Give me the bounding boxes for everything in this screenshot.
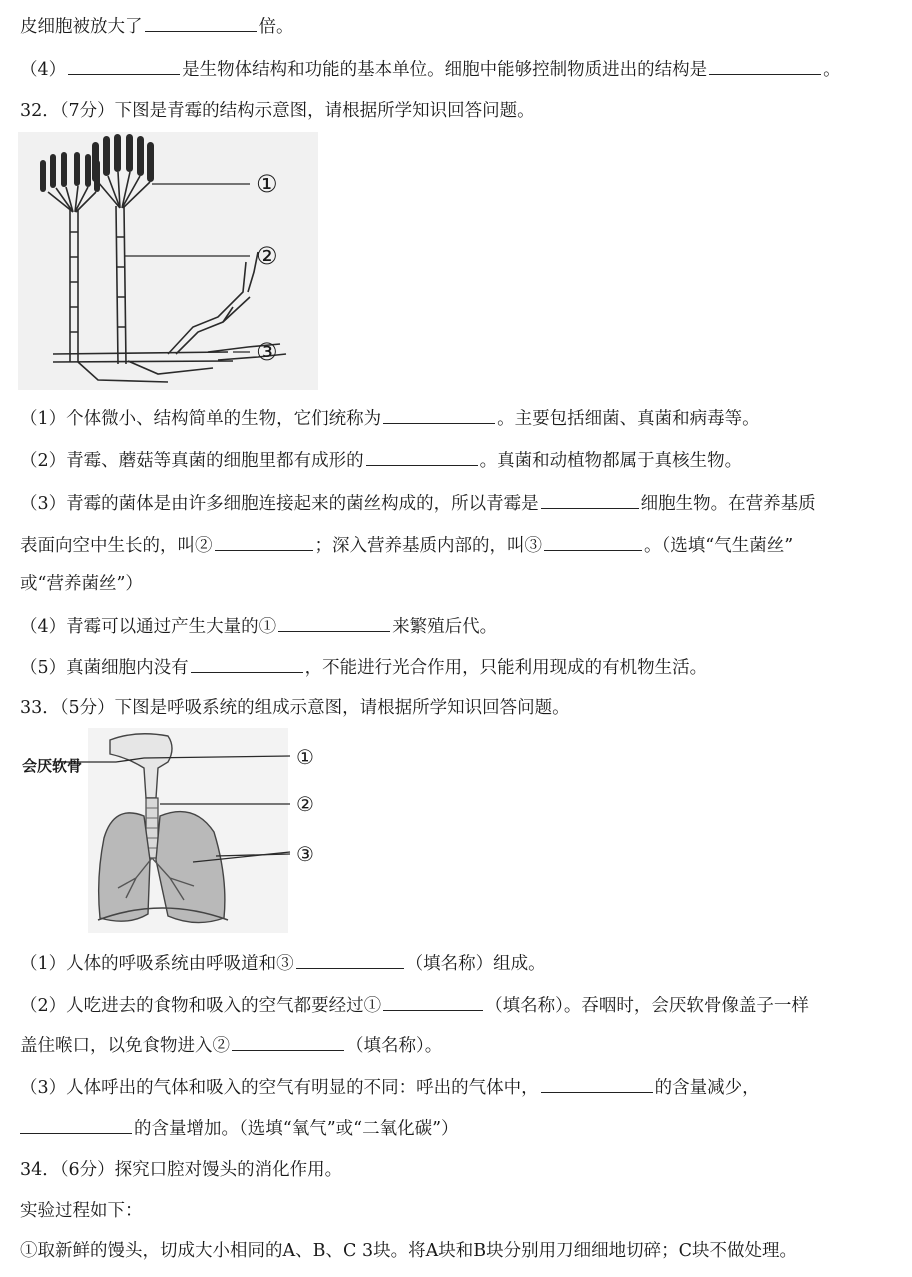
q32-3-line1	[20, 490, 898, 517]
answer-blank[interactable]	[544, 532, 642, 551]
text: （填名称）组成。	[405, 954, 546, 974]
resp-label-2: ②	[296, 792, 314, 816]
answer-blank[interactable]	[68, 56, 180, 75]
text: 。真菌和动植物都属于真核生物。	[479, 451, 743, 471]
text: （3）人体呼出的气体和吸入的空气有明显的不同：呼出的气体中，	[20, 1078, 539, 1098]
text: 细胞生物。在营养基质	[640, 494, 816, 514]
q34-step-1	[20, 1238, 898, 1264]
text: ，不能进行光合作用，只能利用现成的有机物生活。	[304, 658, 708, 678]
answer-blank[interactable]	[215, 532, 313, 551]
q33-2-line2	[20, 1032, 898, 1059]
text: （4）	[20, 60, 67, 80]
q32-header	[20, 98, 898, 124]
answer-blank[interactable]	[278, 613, 390, 632]
answer-blank[interactable]	[145, 13, 257, 32]
text: 来繁殖后代。	[392, 617, 498, 637]
text: 实验过程如下：	[20, 1201, 143, 1221]
text: 表面向空中生长的，叫②	[20, 536, 213, 556]
q34-header	[20, 1157, 898, 1183]
text: （4）青霉可以通过产生大量的①	[20, 617, 277, 637]
text: （填名称）。	[346, 1036, 443, 1056]
text: （填名称）。吞咽时，会厌软骨像盖子一样	[485, 996, 809, 1016]
text: （1）人体的呼吸系统由呼吸道和③	[20, 954, 294, 974]
q31-line-magnification	[20, 13, 898, 40]
q33-2-line1	[20, 992, 898, 1019]
answer-blank[interactable]	[541, 490, 639, 509]
text: ①取新鲜的馒头，切成大小相同的A、B、C 3块。将A块和B块分别用刀细细地切碎；C块不做处理。	[20, 1241, 797, 1261]
question-title: 34．（6分）探究口腔对馒头的消化作用。	[20, 1160, 343, 1180]
q32-1	[20, 405, 898, 432]
text: 或“营养菌丝”）	[20, 574, 143, 594]
text: （2）人吃进去的食物和吸入的空气都要经过①	[20, 996, 382, 1016]
answer-blank[interactable]	[191, 654, 303, 673]
mold-label-3: ③	[256, 338, 278, 366]
text: 的含量减少，	[654, 1078, 760, 1098]
q31-4	[20, 56, 898, 83]
q33-3-line1	[20, 1074, 898, 1101]
q32-3-line2	[20, 532, 898, 559]
text: 。（选填“气生菌丝”	[644, 536, 794, 556]
answer-blank[interactable]	[541, 1074, 653, 1093]
text: （1）个体微小、结构简单的生物，它们统称为	[20, 409, 382, 429]
q32-4	[20, 613, 898, 640]
text: 。	[823, 60, 841, 80]
text: 的含量增加。（选填“氧气”或“二氧化碳”）	[134, 1119, 459, 1139]
resp-label-1: ①	[296, 745, 314, 769]
q33-1	[20, 950, 898, 977]
answer-blank[interactable]	[232, 1032, 344, 1051]
question-title: 33．（5分）下图是呼吸系统的组成示意图，请根据所学知识回答问题。	[20, 698, 570, 718]
text: 倍。	[258, 17, 294, 37]
q32-2	[20, 447, 898, 474]
text: （3）青霉的菌体是由许多细胞连接起来的菌丝构成的，所以青霉是	[20, 494, 539, 514]
answer-blank[interactable]	[366, 447, 478, 466]
text: （2）青霉、蘑菇等真菌的细胞里都有成形的	[20, 451, 364, 471]
answer-blank[interactable]	[383, 405, 495, 424]
answer-blank[interactable]	[296, 950, 404, 969]
resp-label-3: ③	[296, 842, 314, 866]
text: （5）真菌细胞内没有	[20, 658, 189, 678]
answer-blank[interactable]	[383, 992, 483, 1011]
text: 盖住喉口，以免食物进入②	[20, 1036, 230, 1056]
mold-label-1: ①	[256, 170, 278, 198]
q33-3-line2	[20, 1115, 898, 1142]
text: 皮细胞被放大了	[20, 17, 143, 37]
q32-5	[20, 654, 898, 681]
answer-blank[interactable]	[709, 56, 821, 75]
answer-blank[interactable]	[20, 1115, 132, 1134]
epiglottis-label: 会厌软骨	[22, 757, 83, 775]
text: 是生物体结构和功能的基本单位。细胞中能够控制物质进出的结构是	[182, 60, 708, 80]
question-title: 32．（7分）下图是青霉的结构示意图，请根据所学知识回答问题。	[20, 101, 535, 121]
q33-header	[20, 695, 898, 721]
mold-label-2: ②	[256, 242, 278, 270]
q34-procedure	[20, 1198, 898, 1224]
q32-3-line3	[20, 571, 898, 597]
text: 。主要包括细菌、真菌和病毒等。	[497, 409, 760, 429]
text: ；深入营养基质内部的，叫③	[314, 536, 542, 556]
